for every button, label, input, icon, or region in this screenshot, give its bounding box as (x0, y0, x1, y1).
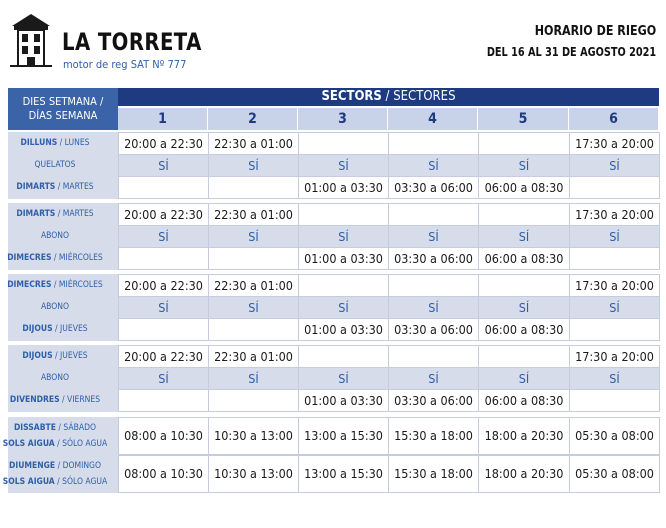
yes-cell: SÍ (478, 225, 570, 248)
empty-cell (208, 247, 299, 270)
time-cell: 15:30 a 18:00 (388, 417, 479, 455)
day-name-catalan: DIMECRES (7, 253, 52, 263)
time-cell: 06:00 a 08:30 (478, 176, 570, 199)
yes-cell: SÍ (298, 367, 389, 390)
time-cell: 17:30 a 20:00 (569, 274, 660, 297)
sector-number-1: 1 (118, 108, 207, 130)
time-cell: 08:00 a 10:30 (118, 455, 209, 493)
time-cell: 08:00 a 10:30 (118, 417, 209, 455)
yes-cell: SÍ (388, 296, 479, 319)
time-cell: 18:00 a 20:30 (478, 417, 570, 455)
time-cell: 06:00 a 08:30 (478, 318, 570, 341)
yes-cell: SÍ (569, 225, 660, 248)
yes-cell: SÍ (118, 367, 209, 390)
day-name-catalan: DISSABTE (13, 423, 56, 433)
time-cell: 01:00 a 03:30 (298, 247, 389, 270)
empty-cell (118, 389, 209, 412)
time-cell: 20:00 a 22:30 (118, 345, 209, 368)
sector-number-4: 4 (388, 108, 477, 130)
time-cell: 01:00 a 03:30 (298, 176, 389, 199)
time-cell: 03:30 a 06:00 (388, 318, 479, 341)
day-name-spanish: / SÁBADO (55, 423, 97, 433)
yes-cell: SÍ (298, 225, 389, 248)
time-cell: 05:30 a 08:00 (569, 455, 660, 493)
day-name-catalan: DIJOUS (22, 324, 53, 334)
day-name-catalan: DIUMENGE (9, 461, 56, 471)
block-4-label-1 (0, 367, 110, 389)
block-2-label-2 (0, 247, 110, 269)
yes-cell: SÍ (208, 367, 299, 390)
day-name-spanish: QUELATOS (34, 160, 76, 170)
block-4-label-0 (0, 345, 110, 367)
block-3-label-2 (0, 318, 110, 340)
day-name-spanish: / MARTES (55, 182, 94, 192)
yes-cell: SÍ (388, 367, 479, 390)
tower-logo-icon (8, 12, 54, 68)
time-cell: 15:30 a 18:00 (388, 455, 479, 493)
day-name-spanish: / MIÉRCOLES (51, 253, 103, 263)
day-name-spanish: / MARTES (55, 209, 94, 219)
yes-cell: SÍ (478, 296, 570, 319)
block-1-label-2 (0, 176, 110, 198)
time-cell: 01:00 a 03:30 (298, 318, 389, 341)
yes-cell: SÍ (478, 367, 570, 390)
empty-cell (388, 345, 479, 368)
empty-cell (298, 274, 389, 297)
time-cell: 06:00 a 08:30 (478, 247, 570, 270)
day-name-spanish: / MIÉRCOLES (51, 280, 103, 290)
day-name-catalan: DIVENDRES (9, 395, 60, 405)
day-name-catalan: DIMECRES (7, 280, 52, 290)
block-2-label-1 (0, 225, 110, 247)
day-name-spanish: / LUNES (57, 138, 90, 148)
empty-cell (569, 176, 660, 199)
time-cell: 10:30 a 13:00 (208, 417, 299, 455)
block-4-label-2 (0, 389, 110, 411)
day-name-spanish: / VIERNES (59, 395, 101, 405)
day-name-catalan: DILLUNS (20, 138, 58, 148)
day-name-catalan: DIMARTS (16, 209, 56, 219)
day-name-spanish: ABONO (40, 231, 70, 241)
sectors-label-catalan: SECTORS (321, 89, 382, 104)
time-cell: 03:30 a 06:00 (388, 176, 479, 199)
empty-cell (298, 345, 389, 368)
yes-cell: SÍ (208, 154, 299, 177)
empty-cell (569, 318, 660, 341)
sectors-separator: / (381, 89, 394, 104)
logo-subtitle: motor de reg SAT Nº 777 (63, 58, 187, 71)
sector-number-5: 5 (478, 108, 568, 130)
document-heading (468, 24, 656, 59)
empty-cell (478, 132, 570, 155)
day-name-spanish: / DOMINGO (55, 461, 101, 471)
empty-cell (298, 203, 389, 226)
empty-cell (208, 176, 299, 199)
time-cell: 20:00 a 22:30 (118, 203, 209, 226)
time-cell: 03:30 a 06:00 (388, 389, 479, 412)
yes-cell: SÍ (208, 296, 299, 319)
time-cell: 03:30 a 06:00 (388, 247, 479, 270)
empty-cell (478, 345, 570, 368)
weekend-1-label-1 (0, 436, 110, 452)
empty-cell (478, 274, 570, 297)
yes-cell: SÍ (478, 154, 570, 177)
time-cell: 20:00 a 22:30 (118, 274, 209, 297)
time-cell: 10:30 a 13:00 (208, 455, 299, 493)
sectors-label-spanish: SECTORES (393, 89, 456, 104)
block-1-label-1 (0, 154, 110, 176)
time-cell: 20:00 a 22:30 (118, 132, 209, 155)
weekend-1-label-0 (0, 420, 110, 436)
day-name-catalan: SOLS AIGUA (2, 477, 55, 487)
time-cell: 22:30 a 01:00 (208, 203, 299, 226)
empty-cell (569, 389, 660, 412)
time-cell: 18:00 a 20:30 (478, 455, 570, 493)
time-cell: 22:30 a 01:00 (208, 132, 299, 155)
empty-cell (388, 132, 479, 155)
block-3-label-1 (0, 296, 110, 318)
empty-cell (388, 274, 479, 297)
time-cell: 22:30 a 01:00 (208, 274, 299, 297)
yes-cell: SÍ (569, 367, 660, 390)
empty-cell (388, 203, 479, 226)
empty-cell (208, 318, 299, 341)
block-2-label-0 (0, 203, 110, 225)
yes-cell: SÍ (208, 225, 299, 248)
day-name-spanish: / SÓLO AGUA (54, 439, 108, 449)
empty-cell (478, 203, 570, 226)
empty-cell (118, 318, 209, 341)
day-name-spanish: / JUEVES (52, 324, 88, 334)
yes-cell: SÍ (388, 225, 479, 248)
yes-cell: SÍ (118, 296, 209, 319)
yes-cell: SÍ (569, 296, 660, 319)
time-cell: 13:00 a 15:30 (298, 417, 389, 455)
day-name-spanish: ABONO (40, 373, 70, 383)
time-cell: 17:30 a 20:00 (569, 132, 660, 155)
yes-cell: SÍ (569, 154, 660, 177)
day-name-catalan: SOLS AIGUA (2, 439, 55, 449)
yes-cell: SÍ (118, 154, 209, 177)
sector-number-3: 3 (298, 108, 387, 130)
yes-cell: SÍ (298, 154, 389, 177)
day-name-spanish: / JUEVES (52, 351, 88, 361)
page-title: HORARIO DE RIEGO (534, 24, 656, 39)
days-header-catalan: DIES SETMANA / (22, 95, 104, 108)
block-3-label-0 (0, 274, 110, 296)
empty-cell (569, 247, 660, 270)
weekend-2-label-1 (0, 474, 110, 490)
sectors-header (118, 88, 659, 106)
yes-cell: SÍ (298, 296, 389, 319)
empty-cell (118, 247, 209, 270)
sector-number-2: 2 (208, 108, 297, 130)
time-cell: 17:30 a 20:00 (569, 345, 660, 368)
logo (8, 12, 202, 72)
empty-cell (298, 132, 389, 155)
day-name-spanish: ABONO (40, 302, 70, 312)
weekend-2-label-0 (0, 458, 110, 474)
logo-title: LA TORRETA (62, 28, 202, 56)
time-cell: 17:30 a 20:00 (569, 203, 660, 226)
empty-cell (118, 176, 209, 199)
date-range: DEL 16 AL 31 DE AGOSTO 2021 (486, 45, 656, 59)
time-cell: 13:00 a 15:30 (298, 455, 389, 493)
yes-cell: SÍ (118, 225, 209, 248)
day-name-catalan: DIJOUS (22, 351, 53, 361)
time-cell: 05:30 a 08:00 (569, 417, 660, 455)
yes-cell: SÍ (388, 154, 479, 177)
time-cell: 06:00 a 08:30 (478, 389, 570, 412)
days-column-header (8, 88, 118, 130)
empty-cell (208, 389, 299, 412)
days-header-spanish: DÍAS SEMANA (28, 109, 98, 122)
time-cell: 22:30 a 01:00 (208, 345, 299, 368)
day-name-spanish: / SÓLO AGUA (54, 477, 108, 487)
day-name-catalan: DIMARTS (16, 182, 56, 192)
block-1-label-0 (0, 132, 110, 154)
time-cell: 01:00 a 03:30 (298, 389, 389, 412)
sector-number-6: 6 (569, 108, 658, 130)
